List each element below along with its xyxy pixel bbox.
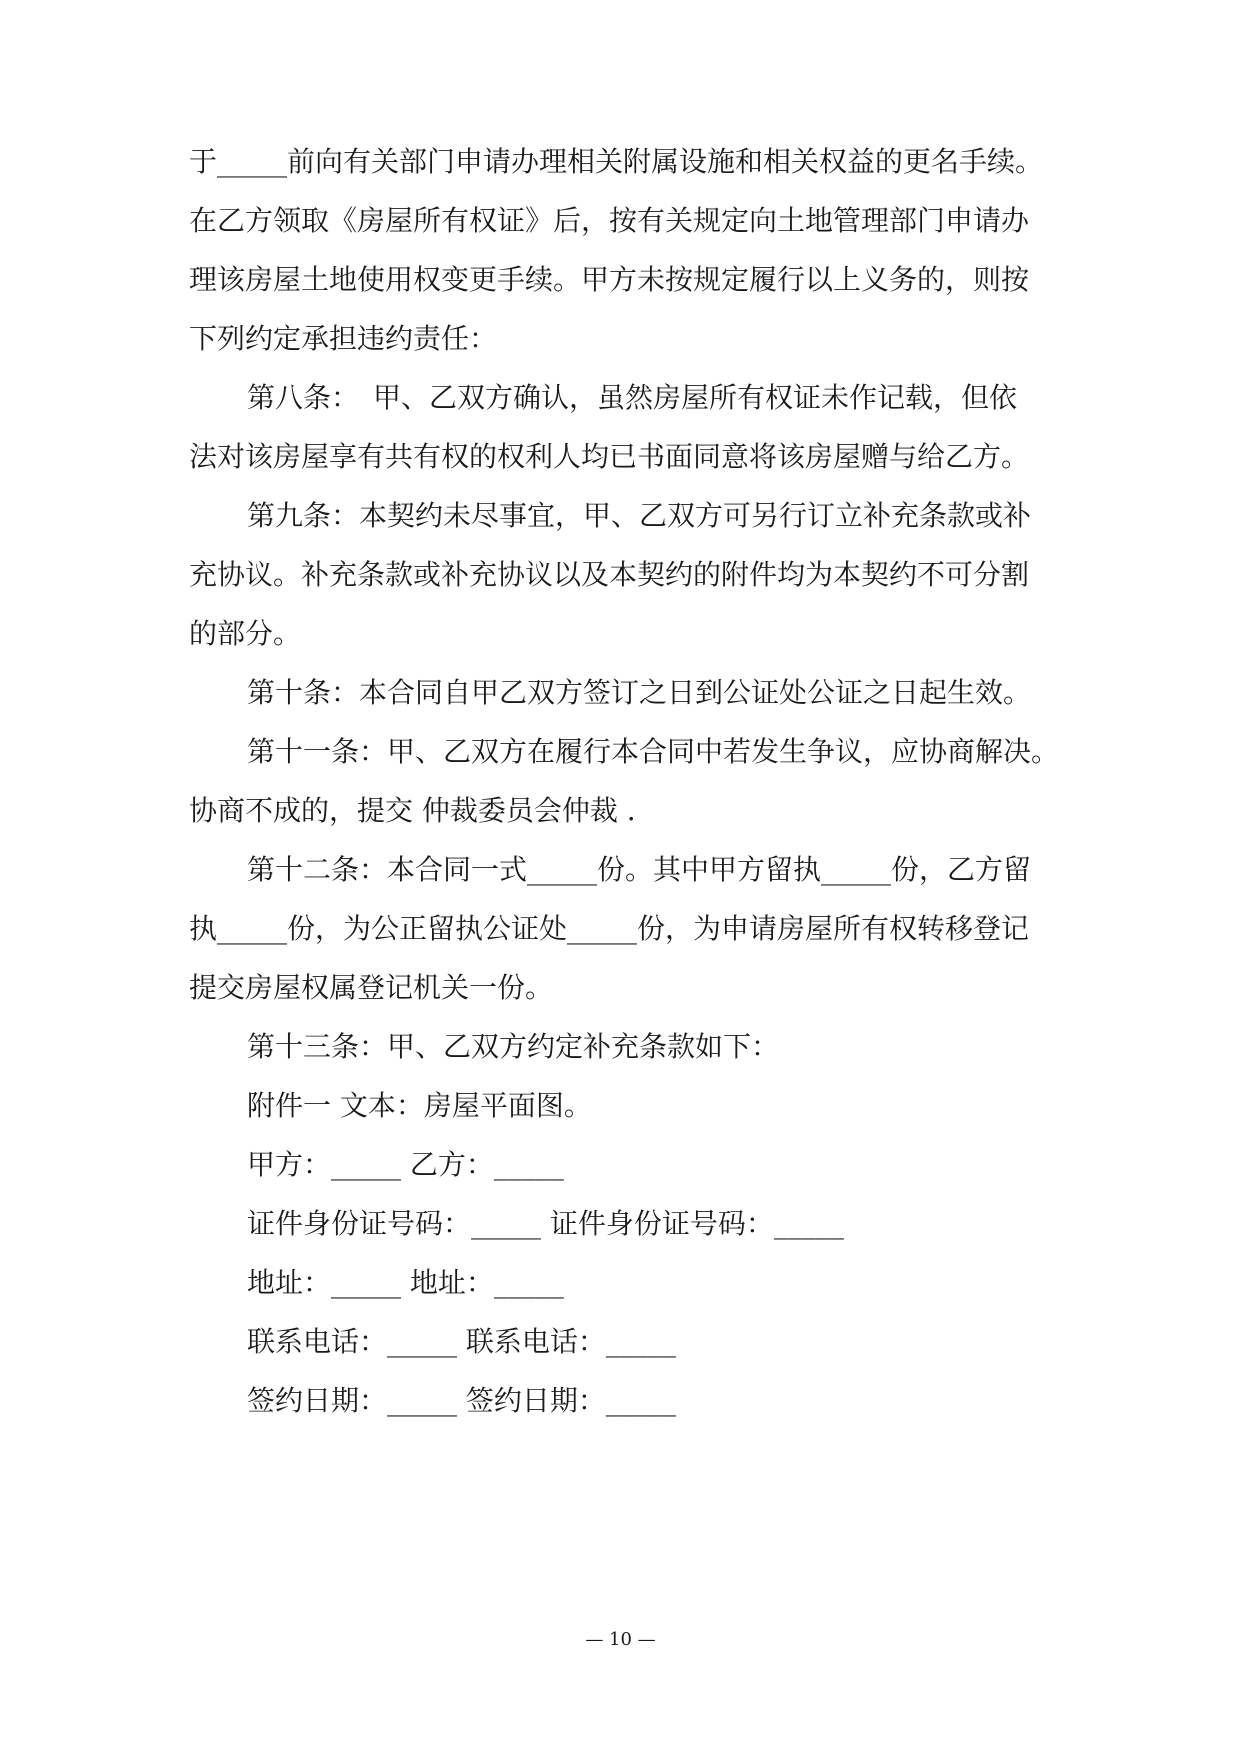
text-line: 协商不成的，提交 仲裁委员会仲裁 . xyxy=(189,794,636,827)
attachment-line: 附件一 文本：房屋平面图。 xyxy=(247,1089,592,1122)
article-9-line: 第九条：本契约未尽事宜，甲、乙双方可另行订立补充条款或补 xyxy=(247,499,1032,532)
signature-date-line: 签约日期：_____ 签约日期：_____ xyxy=(247,1384,676,1417)
signature-party-line: 甲方：_____ 乙方：_____ xyxy=(247,1148,564,1181)
article-10-line: 第十条：本合同自甲乙双方签订之日到公证处公证之日起生效。 xyxy=(247,676,1032,709)
text-line: 的部分。 xyxy=(189,617,302,650)
text-line: 充协议。补充条款或补充协议以及本契约的附件均为本契约不可分割 xyxy=(189,558,1030,591)
text-line: 在乙方领取《房屋所有权证》后，按有关规定向土地管理部门申请办 xyxy=(189,204,1030,237)
article-13-line: 第十三条：甲、乙双方约定补充条款如下： xyxy=(247,1030,780,1063)
text-line: 下列约定承担违约责任： xyxy=(189,322,498,355)
signature-phone-line: 联系电话：_____ 联系电话：_____ xyxy=(247,1325,676,1358)
article-12-line: 第十二条：本合同一式_____份。其中甲方留执_____份，乙方留 xyxy=(247,853,1032,886)
text-line: 执_____份，为公正留执公证处_____份，为申请房屋所有权转移登记 xyxy=(189,912,1030,945)
article-11-line: 第十一条：甲、乙双方在履行本合同中若发生争议，应协商解决。 xyxy=(247,735,1060,768)
article-8-line: 第八条： 甲、乙双方确认，虽然房屋所有权证未作记载，但依 xyxy=(247,381,1018,414)
signature-id-line: 证件身份证号码：_____ 证件身份证号码：_____ xyxy=(247,1207,844,1240)
text-line: 提交房屋权属登记机关一份。 xyxy=(189,971,554,1004)
text-line: 理该房屋土地使用权变更手续。甲方未按规定履行以上义务的，则按 xyxy=(189,263,1030,296)
signature-address-line: 地址：_____ 地址：_____ xyxy=(247,1266,564,1299)
text-line: 于_____前向有关部门申请办理相关附属设施和相关权益的更名手续。 xyxy=(189,145,1044,178)
text-line: 法对该房屋享有共有权的权利人均已书面同意将该房屋赠与给乙方。 xyxy=(189,440,1030,473)
page-number: — 10 — xyxy=(585,1629,656,1650)
